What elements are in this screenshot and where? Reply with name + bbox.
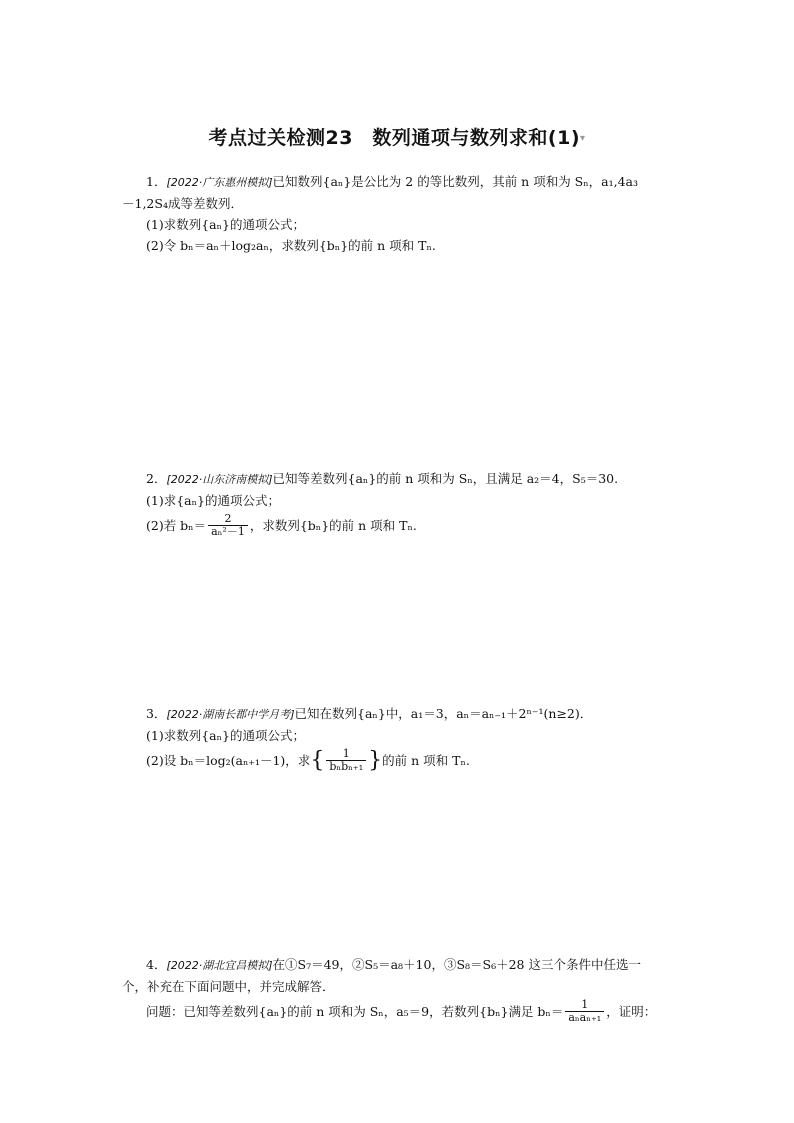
- fraction-numerator: 1: [342, 747, 350, 760]
- part-suffix: ，求数列{bₙ}的前 n 项和 Tₙ.: [249, 518, 417, 533]
- question-source: [2022·湖南长郡中学月考]: [166, 708, 295, 721]
- part-suffix: 的前 n 项和 Tₙ.: [382, 753, 470, 768]
- fraction-denominator: aₙaₙ₊₁: [565, 1011, 604, 1024]
- question-number: 1．: [146, 174, 167, 189]
- fraction-numerator: 2: [224, 512, 232, 525]
- fraction-denominator: bₙbₙ₊₁: [326, 760, 366, 773]
- question-2-part-2: [122, 513, 678, 538]
- question-2: [122, 468, 678, 538]
- fraction-numerator: 1: [581, 998, 589, 1011]
- part-prefix: (2)若 bₙ＝: [146, 518, 207, 533]
- dropdown-marker-icon: ▾: [580, 133, 586, 144]
- question-2-part-1: (1)求{aₙ}的通项公式；: [146, 493, 280, 508]
- question-stem-text: 在①S₇＝49，②S₅＝a₈＋10，③S₈＝S₆＋28 这三个条件中任选一: [272, 957, 641, 972]
- brace-open: {: [310, 748, 325, 773]
- question-4-stem-cont: 个，补充在下面问题中，并完成解答．: [122, 979, 335, 994]
- question-3-stem: [122, 703, 678, 725]
- question-stem-text: 已知数列{aₙ}是公比为 2 的等比数列，其前 n 项和为 Sₙ，a₁,4a₃: [272, 174, 638, 189]
- part-prefix: (2)设 bₙ＝log₂(aₙ₊₁－1)，求: [146, 753, 311, 768]
- brace-close: }: [368, 748, 383, 773]
- question-3-part-1: (1)求数列{aₙ}的通项公式；: [146, 728, 305, 743]
- question-number: 4．: [146, 957, 167, 972]
- question-3-part-2: [122, 748, 678, 773]
- question-number: 3．: [146, 706, 167, 721]
- fraction: [565, 999, 604, 1024]
- question-1: [122, 171, 678, 256]
- page-title-text: 考点过关检测23 数列通项与数列求和(1): [208, 127, 580, 149]
- question-1-stem-cont: －1,2S₄成等差数列．: [122, 196, 243, 211]
- page-title: [0, 123, 794, 150]
- problem-suffix: ，证明：: [606, 1004, 657, 1019]
- question-1-part-1: (1)求数列{aₙ}的通项公式；: [146, 217, 305, 232]
- question-number: 2．: [146, 471, 167, 486]
- question-4: [122, 954, 678, 1024]
- question-source: [2022·山东济南模拟]: [166, 473, 273, 486]
- question-source: [2022·广东惠州模拟]: [166, 176, 273, 189]
- question-3: [122, 703, 678, 773]
- fraction: [326, 748, 366, 773]
- problem-prefix: 问题：已知等差数列{aₙ}的前 n 项和为 Sₙ，a₅＝9，若数列{bₙ}满足 bₙ＝: [146, 1004, 564, 1019]
- question-4-stem: [122, 954, 678, 976]
- fraction-denominator: aₙ²－1: [208, 525, 248, 538]
- question-stem-text: 已知等差数列{aₙ}的前 n 项和为 Sₙ，且满足 a₂＝4，S₅＝30.: [272, 471, 619, 486]
- question-4-problem: [122, 999, 678, 1024]
- question-1-part-2: (2)令 bₙ＝aₙ＋log₂aₙ，求数列{bₙ}的前 n 项和 Tₙ.: [146, 238, 436, 253]
- question-2-stem: [122, 468, 678, 490]
- question-stem-text: 已知在数列{aₙ}中，a₁＝3，aₙ＝aₙ₋₁＋2ⁿ⁻¹(n≥2)．: [294, 706, 593, 721]
- fraction: [208, 513, 248, 538]
- question-source: [2022·湖北宜昌模拟]: [166, 959, 273, 972]
- question-1-stem: [122, 171, 678, 193]
